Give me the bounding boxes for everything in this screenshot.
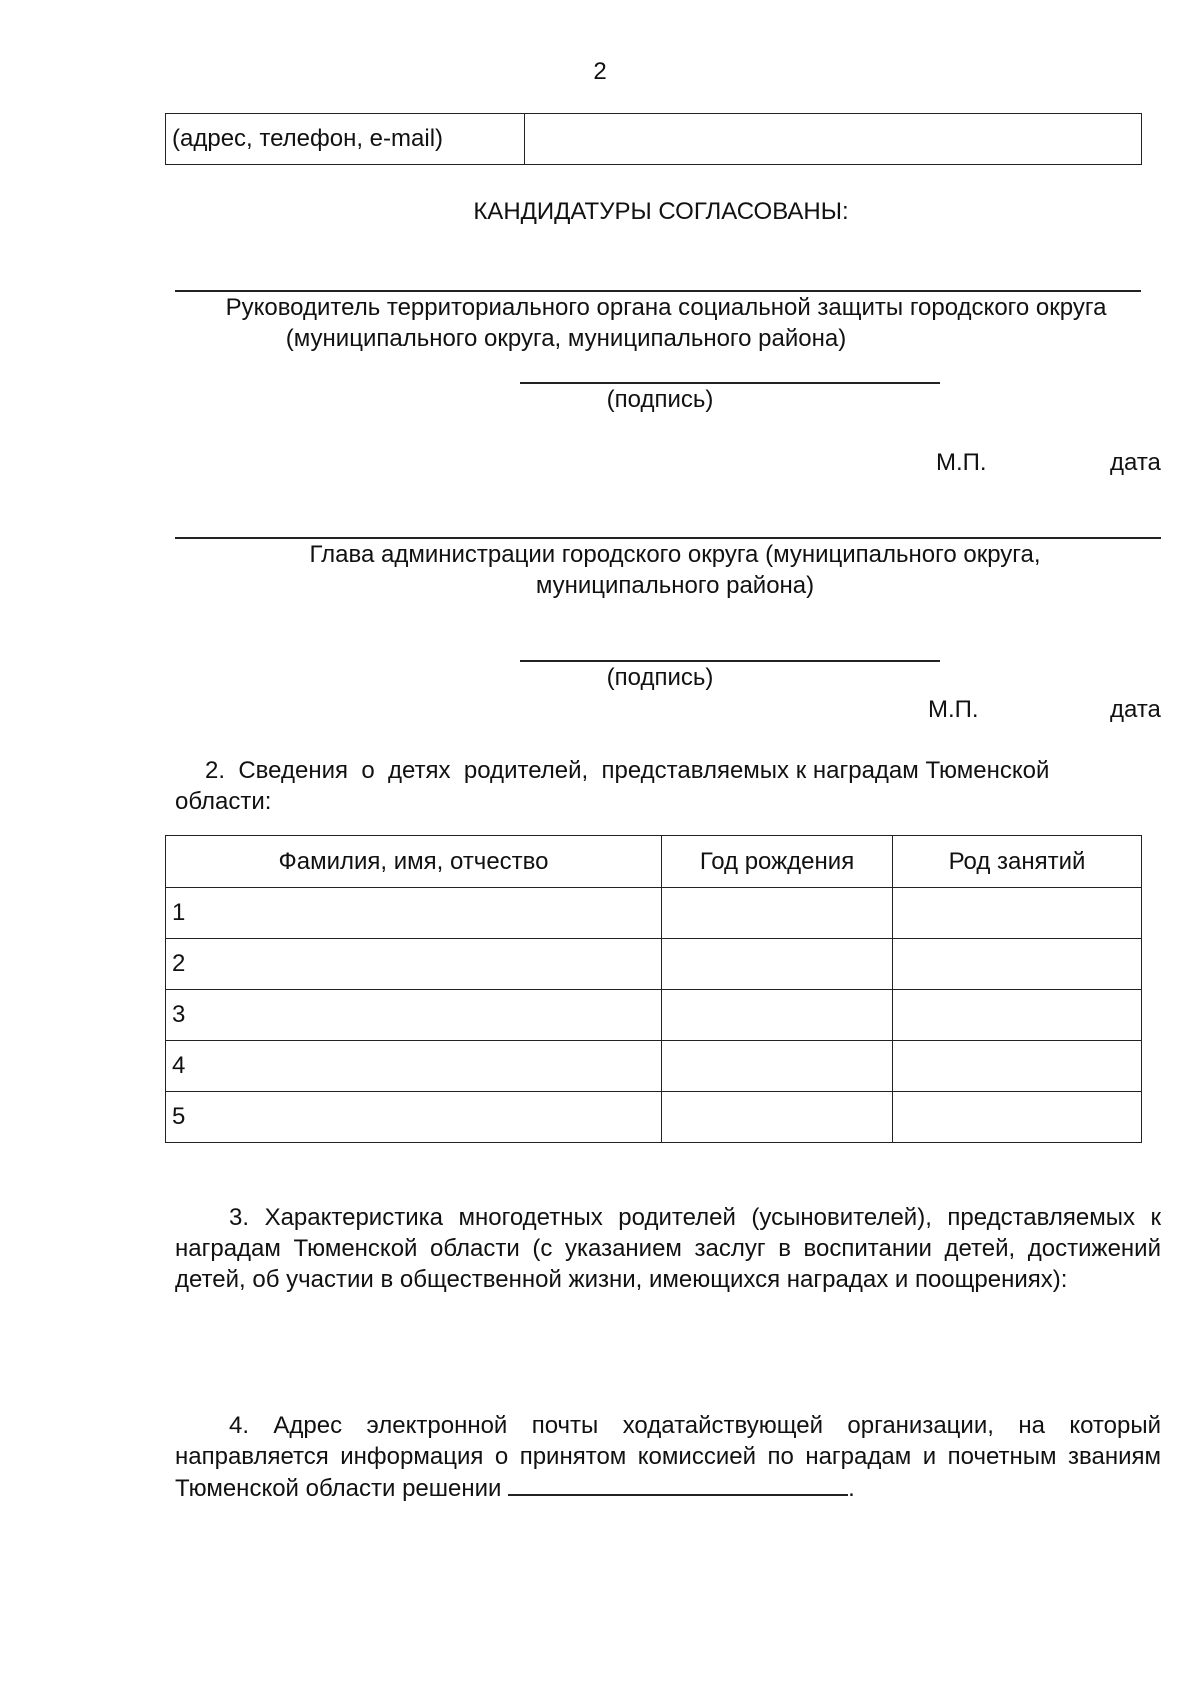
signer2-title-line1: Глава администрации городского округа (муниципального округа, — [309, 541, 1041, 568]
child-birth-year-cell[interactable] — [662, 888, 893, 939]
table-row — [166, 990, 1142, 1041]
page-number: 2 — [593, 58, 607, 85]
signer1-stamp-label: М.П. — [936, 449, 987, 476]
header-occupation: Род занятий — [893, 836, 1142, 888]
table-row — [166, 1092, 1142, 1143]
table-row — [166, 888, 1142, 939]
child-occupation-cell[interactable] — [893, 1092, 1142, 1143]
child-birth-year-cell[interactable] — [662, 1041, 893, 1092]
child-name-cell[interactable]: 5 — [166, 1092, 662, 1143]
child-name-cell[interactable]: 3 — [166, 990, 662, 1041]
section4-text: 4. Адрес электронной почты ходатайствующей организации, на который направляется информация о принятом комиссией по наградам и почетным званиям Тюменской области решении — [175, 1412, 1161, 1502]
section3-paragraph: 3. Характеристика многодетных родителей (усыновителей), представляемых к наградам Тюменской области (с указанием заслуг в воспитании детей, достижений детей, об участии в общественной жизни, имеющихся наградах и поощрениях): — [175, 1204, 1161, 1293]
signer2-stamp-label: М.П. — [928, 696, 979, 723]
child-occupation-cell[interactable] — [893, 1041, 1142, 1092]
child-occupation-cell[interactable] — [893, 939, 1142, 990]
contact-table — [165, 113, 1142, 165]
child-birth-year-cell[interactable] — [662, 1092, 893, 1143]
signer2-signature-label: (подпись) — [606, 664, 714, 691]
section4-paragraph — [175, 1410, 1161, 1504]
header-full-name: Фамилия, имя, отчество — [166, 836, 662, 888]
table-row — [166, 1041, 1142, 1092]
table-header-row — [166, 836, 1142, 888]
signer1-signature-line[interactable] — [520, 382, 940, 384]
section2-line1: 2. Сведения о детях родителей, представляемых к наградам Тюменской — [205, 757, 1050, 784]
children-table — [165, 835, 1142, 1143]
table-row — [166, 939, 1142, 990]
child-birth-year-cell[interactable] — [662, 990, 893, 1041]
signer1-signature-label: (подпись) — [606, 386, 714, 413]
section4-end: . — [848, 1475, 855, 1502]
child-occupation-cell[interactable] — [893, 888, 1142, 939]
signer2-signature-line[interactable] — [520, 660, 940, 662]
child-name-cell[interactable]: 4 — [166, 1041, 662, 1092]
signer1-title-line1: Руководитель территориального органа социальной защиты городского округа — [225, 294, 1107, 321]
signer2-date-label: дата — [1110, 696, 1161, 723]
table-row — [166, 114, 1142, 165]
section2-line2: области: — [175, 788, 272, 815]
child-birth-year-cell[interactable] — [662, 939, 893, 990]
child-name-cell[interactable]: 2 — [166, 939, 662, 990]
contact-label: (адрес, телефон, e-mail) — [166, 114, 525, 165]
header-birth-year: Год рождения — [662, 836, 893, 888]
signer2-title-line2: муниципального района) — [535, 572, 815, 599]
signer1-title-line2: (муниципального округа, муниципального района) — [285, 325, 847, 352]
email-blank-line[interactable] — [508, 1472, 848, 1496]
signer1-date-label: дата — [1110, 449, 1161, 476]
contact-value-field[interactable] — [525, 114, 1142, 165]
child-occupation-cell[interactable] — [893, 990, 1142, 1041]
agreed-heading: КАНДИДАТУРЫ СОГЛАСОВАНЫ: — [473, 198, 849, 225]
child-name-cell[interactable]: 1 — [166, 888, 662, 939]
